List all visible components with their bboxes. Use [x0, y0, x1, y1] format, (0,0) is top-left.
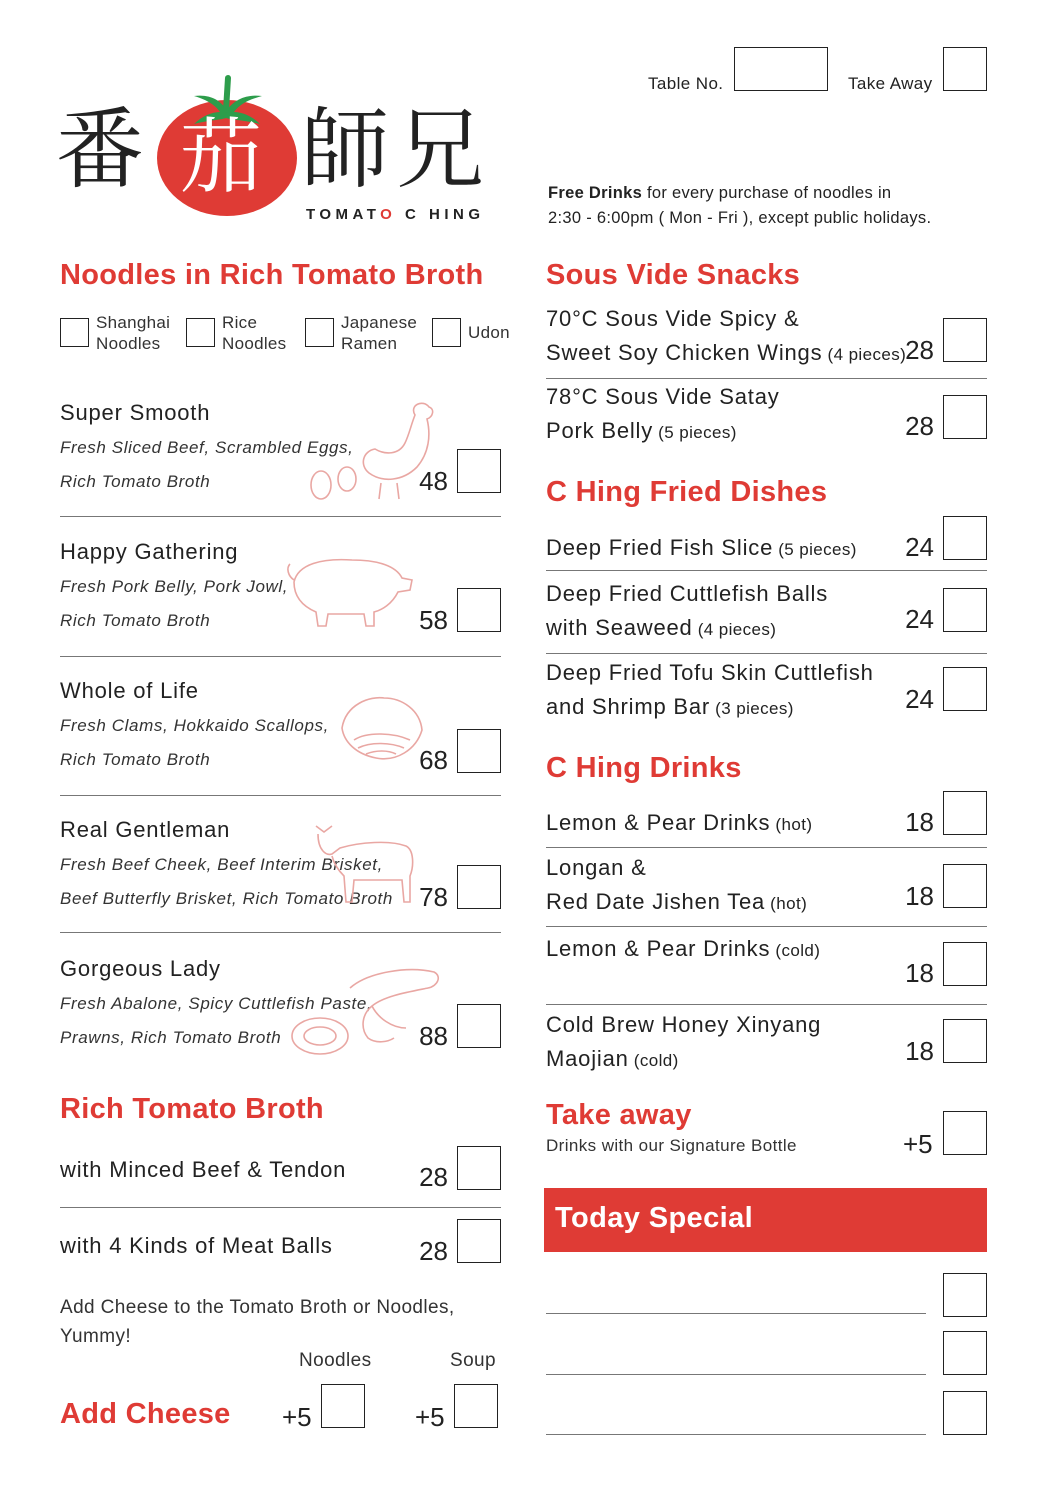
menu-item-checkbox[interactable] [943, 864, 987, 908]
menu-item-checkbox[interactable] [943, 791, 987, 835]
menu-item-line2-text: Maojian [546, 1046, 629, 1071]
menu-item-qty: (cold) [770, 941, 821, 960]
divider [546, 570, 987, 571]
noodles-section-title: Noodles in Rich Tomato Broth [60, 259, 484, 291]
menu-item-checkbox[interactable] [943, 1019, 987, 1063]
table-number-field[interactable] [734, 47, 828, 91]
table-number-label: Table No. [648, 74, 724, 93]
menu-item-line2 [546, 336, 906, 372]
noodle-item-price: 78 [419, 882, 448, 912]
takeaway-subtitle: Drinks with our Signature Bottle [546, 1136, 797, 1155]
menu-item-price: 24 [905, 684, 934, 714]
menu-item-line1: Lemon & Pear Drinks [546, 936, 771, 961]
cheese-noodles-checkbox[interactable] [321, 1384, 365, 1428]
menu-item-name [546, 380, 780, 450]
takeaway-price: +5 [903, 1129, 933, 1159]
noodle-item-desc: Rich Tomato Broth [60, 750, 211, 769]
divider [60, 1207, 501, 1208]
menu-item-qty: (4 pieces) [692, 620, 777, 639]
divider [546, 847, 987, 848]
divider [60, 656, 501, 657]
noodle-item-name: Whole of Life [60, 678, 199, 703]
menu-item-line2-text: Pork Belly [546, 418, 654, 443]
broth-item-price: 28 [419, 1236, 448, 1266]
menu-item-checkbox[interactable] [943, 588, 987, 632]
noodle-item-desc: Fresh Clams, Hokkaido Scallops, [60, 716, 329, 735]
menu-item-name [546, 932, 820, 968]
menu-item-name [546, 806, 812, 842]
menu-item-name [546, 1008, 821, 1078]
logo-english [306, 206, 485, 223]
menu-item-checkbox[interactable] [943, 942, 987, 986]
noodle-item-desc: Fresh Sliced Beef, Scrambled Eggs, [60, 438, 354, 457]
drinks-section-title: C Hing Drinks [546, 752, 742, 784]
cheese-soup-label: Soup [450, 1350, 496, 1371]
noodle-item-price: 68 [419, 745, 448, 775]
noodle-option-udon-checkbox[interactable] [432, 318, 461, 347]
noodle-option-shanghai-checkbox[interactable] [60, 318, 89, 347]
menu-item-line1: Deep Fried Cuttlefish Balls [546, 581, 829, 606]
noodle-item-desc: Rich Tomato Broth [60, 611, 211, 630]
noodle-item-checkbox[interactable] [457, 729, 501, 773]
free-drinks-note [548, 181, 931, 231]
logo-char-4: 兄 [396, 100, 485, 199]
special-checkbox[interactable] [943, 1391, 987, 1435]
divider [546, 378, 987, 379]
noodle-item-price: 48 [419, 466, 448, 496]
noodle-item-name: Happy Gathering [60, 539, 239, 564]
cheese-note-line2: Yummy! [60, 1326, 132, 1347]
divider [546, 1004, 987, 1005]
divider [60, 795, 501, 796]
noodle-item-desc: Rich Tomato Broth [60, 472, 211, 491]
divider [546, 653, 987, 654]
menu-item-line2 [546, 611, 828, 647]
noodle-item-checkbox[interactable] [457, 588, 501, 632]
broth-item-name: with Minced Beef & Tendon [60, 1157, 347, 1182]
menu-item-line2-text: Lemon & Pear Drinks [546, 810, 771, 835]
broth-item-checkbox[interactable] [457, 1219, 501, 1263]
menu-item-price: 28 [905, 335, 934, 365]
menu-item-checkbox[interactable] [943, 516, 987, 560]
menu-item-qty: (4 pieces) [822, 345, 907, 364]
noodle-option-label-line2: Noodles [96, 334, 161, 353]
logo-char-1: 番 [56, 100, 145, 199]
menu-item-line1: 78°C Sous Vide Satay [546, 384, 780, 409]
noodle-item-name: Super Smooth [60, 400, 211, 425]
take-away-checkbox[interactable] [943, 47, 987, 91]
menu-item-qty: (hot) [770, 815, 813, 834]
menu-item-line2-text: with Seaweed [546, 615, 693, 640]
today-special-banner [544, 1188, 987, 1252]
menu-item-checkbox[interactable] [943, 667, 987, 711]
noodle-option-ramen-label [341, 312, 417, 354]
takeaway-section-title: Take away [546, 1099, 692, 1131]
takeaway-checkbox[interactable] [943, 1111, 987, 1155]
add-cheese-title: Add Cheese [60, 1398, 231, 1430]
cheese-soup-price: +5 [415, 1402, 445, 1432]
noodle-option-ramen-checkbox[interactable] [305, 318, 334, 347]
menu-item-price: 18 [905, 881, 934, 911]
noodle-item-name: Gorgeous Lady [60, 956, 221, 981]
menu-item-line2 [546, 690, 874, 726]
broth-item-checkbox[interactable] [457, 1146, 501, 1190]
noodle-item-checkbox[interactable] [457, 449, 501, 493]
menu-item-name [546, 656, 874, 726]
noodle-option-label-line2: Ramen [341, 334, 398, 353]
logo-english-part1: TOMAT [306, 206, 381, 223]
menu-item-price: 18 [905, 807, 934, 837]
divider [60, 932, 501, 933]
noodle-option-shanghai-label [96, 312, 170, 354]
menu-item-name [546, 302, 906, 372]
menu-item-price: 18 [905, 958, 934, 988]
divider [546, 926, 987, 927]
free-drinks-text: for every purchase of noodles in [642, 184, 892, 202]
noodle-option-label-line1: Rice [222, 313, 258, 332]
menu-item-line2 [546, 1042, 821, 1078]
cheese-note [60, 1293, 455, 1351]
menu-item-checkbox[interactable] [943, 318, 987, 362]
noodle-option-udon-label: Udon [468, 323, 510, 342]
menu-item-name [546, 531, 857, 567]
divider [60, 516, 501, 517]
menu-item-price: 24 [905, 532, 934, 562]
take-away-label: Take Away [848, 74, 933, 93]
logo-english-part2: C HING [396, 206, 485, 223]
sous-vide-section-title: Sous Vide Snacks [546, 259, 801, 291]
logo [56, 70, 501, 230]
special-write-line[interactable] [546, 1374, 926, 1375]
broth-item-price: 28 [419, 1162, 448, 1192]
menu-item-qty: (5 pieces) [773, 540, 857, 559]
menu-item-line2-text: Deep Fried Fish Slice [546, 535, 774, 560]
noodle-item-price: 88 [419, 1021, 448, 1051]
menu-item-line2-text: Sweet Soy Chicken Wings [546, 340, 823, 365]
logo-english-o: O [380, 206, 397, 223]
special-checkbox[interactable] [943, 1331, 987, 1375]
noodle-option-label-line1: Japanese [341, 313, 418, 332]
cheese-note-line1: Add Cheese to the Tomato Broth or Noodles, [60, 1297, 455, 1318]
cheese-noodles-price: +5 [282, 1402, 312, 1432]
cheese-soup-checkbox[interactable] [454, 1384, 498, 1428]
noodle-item-desc: Fresh Pork Belly, Pork Jowl, [60, 577, 289, 596]
broth-item-name: with 4 Kinds of Meat Balls [60, 1233, 333, 1258]
menu-item-line1: 70°C Sous Vide Spicy & [546, 306, 800, 331]
menu-item-line1: Deep Fried Tofu Skin Cuttlefish [546, 660, 874, 685]
today-special-title: Today Special [555, 1202, 754, 1234]
menu-item-price: 18 [905, 1036, 934, 1066]
free-drinks-bold: Free Drinks [548, 184, 643, 202]
special-write-line[interactable] [546, 1434, 926, 1435]
menu-item-checkbox[interactable] [943, 395, 987, 439]
menu-item-line2 [546, 414, 780, 450]
menu-item-name [546, 851, 807, 921]
free-drinks-hours: 2:30 - 6:00pm ( Mon - Fri ), except public holidays. [548, 209, 932, 227]
noodle-item-desc: Fresh Abalone, Spicy Cuttlefish Paste, [60, 994, 373, 1013]
noodle-option-rice-label [222, 312, 286, 354]
noodle-item-desc: Fresh Beef Cheek, Beef Interim Brisket, [60, 855, 383, 874]
menu-item-price: 28 [905, 411, 934, 441]
noodle-item-checkbox[interactable] [457, 865, 501, 909]
noodle-option-rice-checkbox[interactable] [186, 318, 215, 347]
menu-item-name [546, 577, 828, 647]
menu-item-line1: Longan & [546, 855, 647, 880]
menu-item-line1: Cold Brew Honey Xinyang [546, 1012, 822, 1037]
menu-item-qty: (5 pieces) [653, 423, 737, 442]
noodle-item-checkbox[interactable] [457, 1004, 501, 1048]
logo-char-2: 茄 [180, 112, 263, 203]
menu-item-line2-text: Red Date Jishen Tea [546, 889, 766, 914]
logo-char-3: 師 [301, 100, 390, 199]
menu-item-qty: (cold) [628, 1051, 679, 1070]
menu-item-qty: (3 pieces) [710, 699, 794, 718]
menu-item-price: 24 [905, 604, 934, 634]
menu-item-qty: (hot) [765, 894, 808, 913]
noodle-item-name: Real Gentleman [60, 817, 231, 842]
special-write-line[interactable] [546, 1313, 926, 1314]
fried-section-title: C Hing Fried Dishes [546, 476, 828, 508]
menu-item-line2 [546, 885, 807, 921]
broth-section-title: Rich Tomato Broth [60, 1093, 324, 1125]
menu-item-line2-text: and Shrimp Bar [546, 694, 711, 719]
noodle-item-price: 58 [419, 605, 448, 635]
noodle-option-label-line1: Shanghai [96, 313, 171, 332]
noodle-option-label-line2: Noodles [222, 334, 287, 353]
cheese-noodles-label: Noodles [299, 1350, 372, 1371]
noodle-item-desc: Prawns, Rich Tomato Broth [60, 1028, 282, 1047]
special-checkbox[interactable] [943, 1273, 987, 1317]
noodle-item-desc: Beef Butterfly Brisket, Rich Tomato Broth [60, 889, 393, 908]
